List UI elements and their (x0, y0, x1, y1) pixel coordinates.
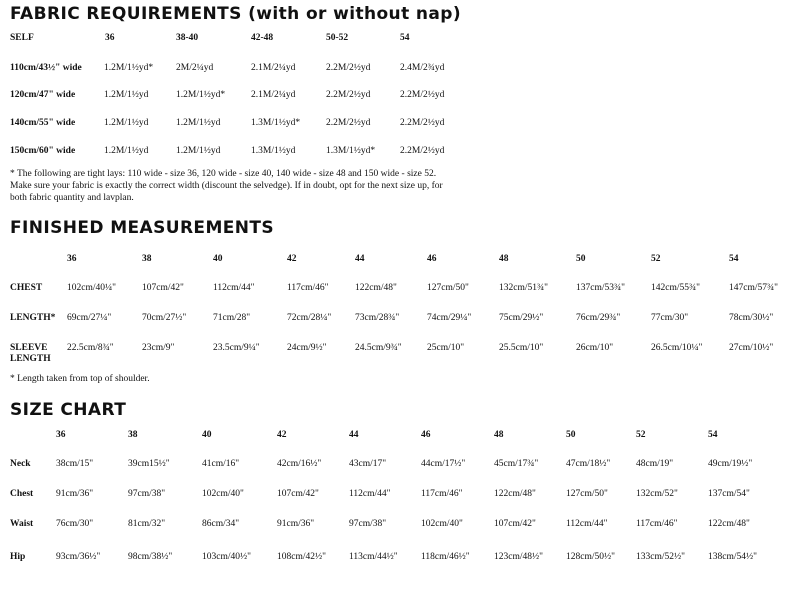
finished-cell: 142cm/55¾" (651, 283, 700, 293)
size-header-cell: 42 (277, 430, 287, 440)
fabric-header-cell: 54 (400, 33, 410, 43)
finished-cell: 27cm/10½" (729, 343, 774, 353)
fabric-row-label: 120cm/47" wide (10, 90, 76, 100)
size-cell: 133cm/52½" (636, 552, 685, 562)
finished-cell: 23.5cm/9¼" (213, 343, 260, 353)
size-cell: 42cm/16½" (277, 459, 322, 469)
finished-cell: 71cm/28" (213, 313, 251, 323)
fabric-corner-label: SELF (10, 33, 34, 43)
size-cell: 45cm/17¾" (494, 459, 539, 469)
size-cell: 39cm15½" (128, 459, 170, 469)
size-row-label: Chest (10, 489, 34, 499)
finished-row-label: CHEST (10, 283, 43, 293)
fabric-cell: 2.2M/2½yd (326, 118, 371, 128)
finished-row-label: LENGTH* (10, 313, 56, 323)
size-cell: 122cm/48" (494, 489, 536, 499)
finished-cell: 147cm/57¾" (729, 283, 778, 293)
finished-cell: 25.5cm/10" (499, 343, 544, 353)
fabric-cell: 1.2M/1½yd (176, 118, 221, 128)
size-cell: 91cm/36" (56, 489, 94, 499)
fabric-header-cell: 42-48 (251, 33, 274, 43)
fabric-note-line: Make sure your fabric is exactly the correct width (discount the selvedge). If in doubt, opt for the next size up, for (10, 181, 443, 191)
size-cell: 128cm/50½" (566, 552, 615, 562)
size-header-cell: 50 (566, 430, 576, 440)
size-cell: 81cm/32" (128, 519, 166, 529)
fabric-cell: 2.2M/2½yd (400, 146, 445, 156)
size-row-label: Waist (10, 519, 34, 529)
size-cell: 117cm/46" (636, 519, 678, 529)
finished-header-cell: 46 (427, 254, 437, 264)
fabric-cell: 2.2M/2½yd (400, 90, 445, 100)
size-cell: 43cm/17" (349, 459, 387, 469)
fabric-row-label: 150cm/60" wide (10, 146, 76, 156)
fabric-cell: 1.2M/1½yd (176, 146, 221, 156)
finished-header-cell: 48 (499, 254, 509, 264)
size-cell: 97cm/38" (128, 489, 166, 499)
finished-header-cell: 52 (651, 254, 661, 264)
fabric-header-cell: 36 (105, 33, 115, 43)
size-row-label: Hip (10, 552, 26, 562)
finished-header-cell: 42 (287, 254, 297, 264)
size-header-cell: 40 (202, 430, 212, 440)
finished-cell: 78cm/30½" (729, 313, 774, 323)
finished-cell: 69cm/27¼" (67, 313, 112, 323)
fabric-cell: 2.1M/2¼yd (251, 63, 296, 73)
size-header-cell: 36 (56, 430, 66, 440)
fabric-cell: 2.1M/2¼yd (251, 90, 296, 100)
fabric-note-line: both fabric quantity and lavplan. (10, 193, 134, 203)
size-cell: 127cm/50" (566, 489, 608, 499)
finished-cell: 73cm/28¾" (355, 313, 400, 323)
size-header-cell: 52 (636, 430, 646, 440)
finished-cell: 76cm/29¾" (576, 313, 621, 323)
size-cell: 117cm/46" (421, 489, 463, 499)
finished-cell: 75cm/29½" (499, 313, 544, 323)
fabric-cell: 1.2M/1½yd (104, 90, 149, 100)
size-cell: 86cm/34" (202, 519, 240, 529)
fabric-row-label: 140cm/55" wide (10, 118, 76, 128)
size-cell: 49cm/19½" (708, 459, 753, 469)
finished-row-label: SLEEVE (10, 343, 48, 353)
size-cell: 41cm/16" (202, 459, 240, 469)
size-cell: 97cm/38" (349, 519, 387, 529)
fabric-cell: 1.2M/1½yd (104, 118, 149, 128)
fabric-cell: 2.4M/2¾yd (400, 63, 445, 73)
size-cell: 38cm/15" (56, 459, 94, 469)
finished-cell: 23cm/9" (142, 343, 175, 353)
finished-header-cell: 54 (729, 254, 739, 264)
size-cell: 112cm/44" (566, 519, 608, 529)
fabric-cell: 1.2M/1½yd (104, 146, 149, 156)
size-cell: 48cm/19" (636, 459, 674, 469)
fabric-cell: 1.3M/1½yd* (326, 146, 376, 156)
size-cell: 132cm/52" (636, 489, 678, 499)
size-cell: 113cm/44½" (349, 552, 398, 562)
size-header-cell: 54 (708, 430, 718, 440)
fabric-cell: 2.2M/2½yd (326, 90, 371, 100)
size-cell: 91cm/36" (277, 519, 315, 529)
finished-cell: 70cm/27½" (142, 313, 187, 323)
finished-header-cell: 36 (67, 254, 77, 264)
fabric-note-line: * The following are tight lays: 110 wide - size 36, 120 wide - size 40, 140 wide - size 48 and 150 wide - size 52. (10, 169, 437, 179)
fabric-requirements-title: FABRIC REQUIREMENTS (with or without nap) (10, 4, 462, 24)
finished-cell: 22.5cm/8¾" (67, 343, 114, 353)
fabric-cell: 1.2M/1½yd* (104, 63, 154, 73)
size-cell: 123cm/48½" (494, 552, 543, 562)
fabric-note (10, 168, 510, 204)
fabric-cell: 1.3M/1½yd (251, 146, 296, 156)
finished-cell: 122cm/48" (355, 283, 397, 293)
size-header-cell: 44 (349, 430, 359, 440)
size-header-cell: 48 (494, 430, 504, 440)
fabric-cell: 1.3M/1½yd* (251, 118, 301, 128)
fabric-header-cell: 38-40 (176, 33, 199, 43)
fabric-cell: 1.2M/1½yd* (176, 90, 226, 100)
size-cell: 47cm/18½" (566, 459, 611, 469)
fabric-cell: 2M/2¼yd (176, 63, 214, 73)
size-header-cell: 38 (128, 430, 138, 440)
finished-cell: 72cm/28¼" (287, 313, 332, 323)
finished-cell: 26.5cm/10¼" (651, 343, 703, 353)
size-cell: 137cm/54" (708, 489, 750, 499)
size-cell: 102cm/40" (421, 519, 463, 529)
finished-cell: 74cm/29¼" (427, 313, 472, 323)
finished-cell: 26cm/10" (576, 343, 614, 353)
finished-header-cell: 38 (142, 254, 152, 264)
size-cell: 98cm/38½" (128, 552, 173, 562)
fabric-header-cell: 50-52 (326, 33, 349, 43)
finished-cell: 127cm/50" (427, 283, 469, 293)
finished-cell: 25cm/10" (427, 343, 465, 353)
size-cell: 108cm/42½" (277, 552, 326, 562)
finished-cell: 102cm/40¼" (67, 283, 116, 293)
size-cell: 76cm/30" (56, 519, 94, 529)
finished-cell: 112cm/44" (213, 283, 255, 293)
size-cell: 107cm/42" (494, 519, 536, 529)
size-header-cell: 46 (421, 430, 431, 440)
fabric-cell: 2.2M/2½yd (400, 118, 445, 128)
finished-header-cell: 50 (576, 254, 586, 264)
finished-cell: 77cm/30" (651, 313, 689, 323)
finished-note: * Length taken from top of shoulder. (10, 374, 150, 384)
fabric-row-label: 110cm/43½" wide (10, 63, 82, 73)
size-cell: 138cm/54½" (708, 552, 757, 562)
size-cell: 118cm/46½" (421, 552, 470, 562)
size-cell: 107cm/42" (277, 489, 319, 499)
size-chart-title: SIZE CHART (10, 400, 127, 420)
size-cell: 44cm/17½" (421, 459, 466, 469)
finished-cell: 24cm/9½" (287, 343, 327, 353)
size-row-label: Neck (10, 459, 31, 469)
size-cell: 122cm/48" (708, 519, 750, 529)
size-cell: 103cm/40½" (202, 552, 251, 562)
finished-row-label-line2: LENGTH (10, 354, 51, 364)
size-cell: 102cm/40" (202, 489, 244, 499)
fabric-cell: 2.2M/2½yd (326, 63, 371, 73)
finished-header-cell: 40 (213, 254, 223, 264)
finished-cell: 24.5cm/9¾" (355, 343, 402, 353)
finished-cell: 132cm/51¾" (499, 283, 548, 293)
finished-cell: 117cm/46" (287, 283, 329, 293)
size-cell: 112cm/44" (349, 489, 391, 499)
finished-measurements-title: FINISHED MEASUREMENTS (10, 218, 275, 238)
finished-cell: 107cm/42" (142, 283, 184, 293)
size-cell: 93cm/36½" (56, 552, 101, 562)
finished-cell: 137cm/53¾" (576, 283, 625, 293)
finished-header-cell: 44 (355, 254, 365, 264)
